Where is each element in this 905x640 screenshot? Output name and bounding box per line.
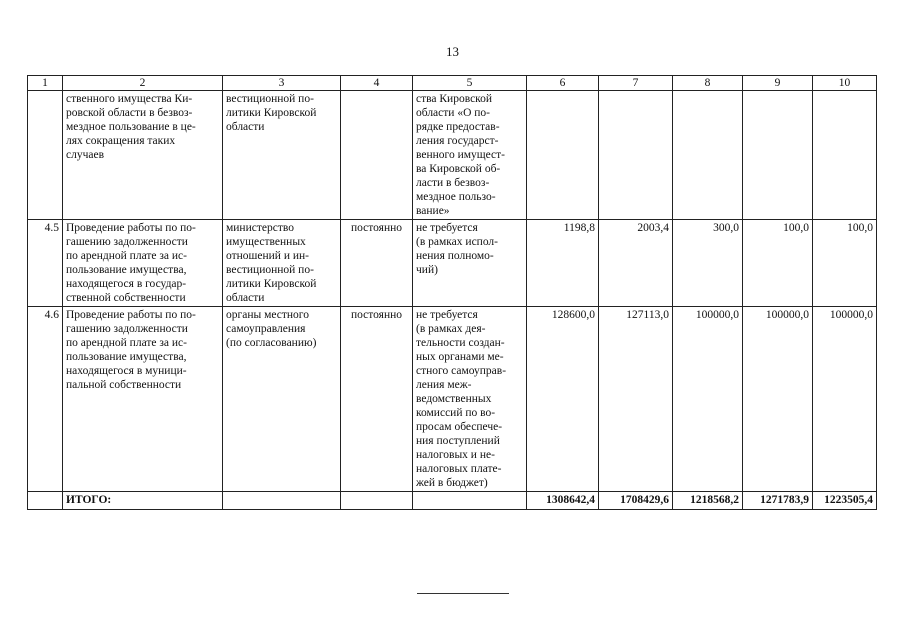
column-header-8: 8: [673, 76, 743, 91]
table-cell-9: 100,0: [743, 220, 813, 307]
cell-text-line: области: [226, 292, 265, 304]
cell-text-line: чий): [416, 264, 438, 276]
cell-text-line: области: [226, 121, 265, 133]
cell-text-line: Проведение работы по по-: [66, 309, 196, 321]
cell-text-line: гашению задолженности: [66, 323, 188, 335]
column-header-10: 10: [813, 76, 877, 91]
cell-text-line: гашению задолженности: [66, 236, 188, 248]
table-header-row: [28, 76, 877, 91]
cell-text-line: мездное пользо-: [416, 191, 496, 203]
table-cell-6: 1198,8: [527, 220, 599, 307]
table-row: [28, 91, 877, 220]
table-cell-2: [63, 220, 223, 307]
total-label: ИТОГО:: [63, 492, 223, 510]
total-cell-4: [341, 492, 413, 510]
cell-text-line: комиссий по во-: [416, 407, 496, 419]
cell-text-line: не требуется: [416, 309, 478, 321]
total-value-6: 1308642,4: [527, 492, 599, 510]
cell-text-line: (в рамках испол-: [416, 236, 498, 248]
cell-text-line: ва Кировской об-: [416, 163, 501, 175]
cell-text-line: находящегося в государ-: [66, 278, 187, 290]
table-cell-2: [63, 91, 223, 220]
cell-text-line: нения полномо-: [416, 250, 494, 262]
table-cell-2: [63, 307, 223, 492]
table-cell-1: [28, 91, 63, 220]
cell-text-line: органы местного: [226, 309, 309, 321]
cell-text-line: пальной собственности: [66, 379, 182, 391]
cell-text-line: Проведение работы по по-: [66, 222, 196, 234]
table-cell-10: 100000,0: [813, 307, 877, 492]
table-cell-9: 100000,0: [743, 307, 813, 492]
table-cell-10: [813, 91, 877, 220]
total-cell-5: [413, 492, 527, 510]
table-row: [28, 307, 877, 492]
cell-text-line: пользование имущества,: [66, 264, 187, 276]
table-cell-4: [341, 91, 413, 220]
column-header-9: 9: [743, 76, 813, 91]
cell-text-line: по арендной плате за ис-: [66, 337, 187, 349]
document-table: [27, 75, 877, 510]
table-cell-4: постоянно: [341, 220, 413, 307]
cell-text-line: ласти в безвоз-: [416, 177, 490, 189]
table-cell-10: 100,0: [813, 220, 877, 307]
total-cell-1: [28, 492, 63, 510]
total-value-9: 1271783,9: [743, 492, 813, 510]
cell-text-line: ровской области в безвоз-: [66, 107, 193, 119]
cell-text-line: ственной собственности: [66, 292, 186, 304]
cell-text-line: ления меж-: [416, 379, 472, 391]
total-row: [28, 492, 877, 510]
cell-text-line: ния поступлений: [416, 435, 500, 447]
footer-rule: [417, 593, 509, 594]
column-header-4: 4: [341, 76, 413, 91]
cell-text-line: (в рамках дея-: [416, 323, 486, 335]
table-cell-7: [599, 91, 673, 220]
table-cell-6: 128600,0: [527, 307, 599, 492]
column-header-5: 5: [413, 76, 527, 91]
cell-text-line: находящегося в муници-: [66, 365, 187, 377]
table-row: [28, 220, 877, 307]
table-cell-7: 2003,4: [599, 220, 673, 307]
cell-text-line: просам обеспече-: [416, 421, 503, 433]
table-cell-8: [673, 91, 743, 220]
table-cell-7: 127113,0: [599, 307, 673, 492]
cell-text-line: ления государст-: [416, 135, 499, 147]
cell-text-line: пользование имущества,: [66, 351, 187, 363]
cell-text-line: случаев: [66, 149, 105, 161]
table-cell-8: 300,0: [673, 220, 743, 307]
cell-text-line: лях сокращения таких: [66, 135, 176, 147]
cell-text-line: стного самоуправ-: [416, 365, 507, 377]
column-header-2: 2: [63, 76, 223, 91]
column-header-7: 7: [599, 76, 673, 91]
cell-text-line: самоуправления: [226, 323, 306, 335]
cell-text-line: ведомственных: [416, 393, 492, 405]
table-cell-1: 4.5: [28, 220, 63, 307]
table-cell-6: [527, 91, 599, 220]
cell-text-line: мездное пользование в це-: [66, 121, 196, 133]
total-value-7: 1708429,6: [599, 492, 673, 510]
cell-text-line: вестиционной по-: [226, 93, 314, 105]
table-cell-9: [743, 91, 813, 220]
cell-text-line: области «О по-: [416, 107, 490, 119]
cell-text-line: тельности создан-: [416, 337, 505, 349]
cell-text-line: имущественных: [226, 236, 306, 248]
cell-text-line: вестиционной по-: [226, 264, 314, 276]
cell-text-line: жей в бюджет): [416, 477, 488, 489]
total-cell-3: [223, 492, 341, 510]
cell-text-line: рядке предостав-: [416, 121, 500, 133]
table-cell-1: 4.6: [28, 307, 63, 492]
cell-text-line: отношений и ин-: [226, 250, 309, 262]
cell-text-line: литики Кировской: [226, 278, 317, 290]
table-cell-3: [223, 307, 341, 492]
cell-text-line: налоговых плате-: [416, 463, 502, 475]
column-header-6: 6: [527, 76, 599, 91]
total-value-8: 1218568,2: [673, 492, 743, 510]
total-value-10: 1223505,4: [813, 492, 877, 510]
cell-text-line: не требуется: [416, 222, 478, 234]
cell-text-line: налоговых и не-: [416, 449, 495, 461]
cell-text-line: министерство: [226, 222, 294, 234]
table-cell-3: [223, 220, 341, 307]
column-header-1: 1: [28, 76, 63, 91]
cell-text-line: литики Кировской: [226, 107, 317, 119]
table-cell-3: [223, 91, 341, 220]
page-number: 13: [446, 44, 459, 59]
cell-text-line: вание»: [416, 205, 450, 217]
column-header-3: 3: [223, 76, 341, 91]
cell-text-line: ных органами ме-: [416, 351, 504, 363]
table-cell-4: постоянно: [341, 307, 413, 492]
table-cell-8: 100000,0: [673, 307, 743, 492]
table-cell-5: [413, 220, 527, 307]
table-cell-5: [413, 91, 527, 220]
table-cell-5: [413, 307, 527, 492]
cell-text-line: (по согласованию): [226, 337, 317, 349]
cell-text-line: ства Кировской: [416, 93, 493, 105]
cell-text-line: венного имущест-: [416, 149, 505, 161]
cell-text-line: по арендной плате за ис-: [66, 250, 187, 262]
cell-text-line: ственного имущества Ки-: [66, 93, 193, 105]
